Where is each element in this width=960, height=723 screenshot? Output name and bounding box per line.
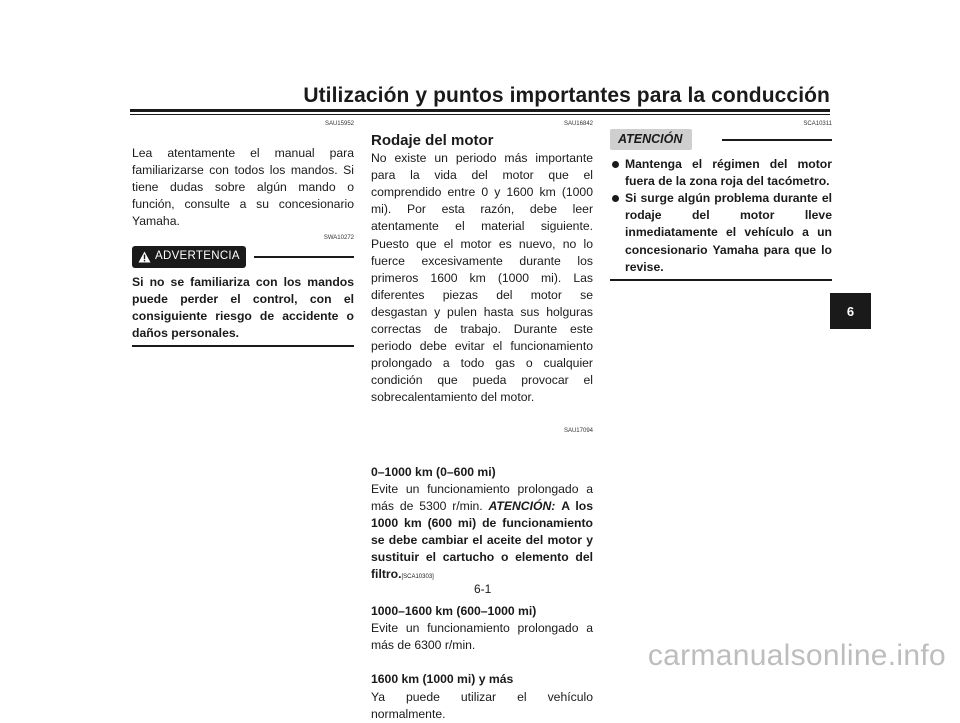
page-number: 6-1 [474, 582, 492, 596]
stage3-title: 1600 km (1000 mi) y más [371, 672, 514, 687]
warning-header-rule [254, 256, 354, 258]
title-rule-thin [130, 114, 830, 115]
column-middle [371, 120, 593, 723]
list-item [610, 156, 832, 190]
stage3-text: Ya puede utilizar el vehículo normalmente. [371, 689, 593, 721]
warning-text: Si no se familiariza con los mandos puede perder el control, con el consiguiente riesgo de accidente o daños personales. [132, 274, 354, 340]
chapter-tab: 6 [830, 293, 871, 329]
page-title: Utilización y puntos importantes para la conducción [303, 84, 830, 107]
warning-header [132, 246, 354, 267]
intro-paragraph: Lea atentamente el manual para familiarizarse con todos los mandos. Si tiene dudas sobre algún mando o función, consulte a su concesionario Yamaha. [132, 146, 354, 229]
warning-label: ADVERTENCIA [155, 250, 240, 263]
atencion-header-rule [722, 139, 832, 141]
warning-code: SWA10272 [323, 235, 354, 242]
stage1-code: [SCA10303] [401, 574, 434, 581]
warning-bottom-rule [132, 345, 354, 347]
section-code: SAU17094 [563, 427, 593, 434]
list-item [610, 190, 832, 275]
atencion-header [610, 129, 832, 150]
bullet-dot-icon [612, 161, 619, 168]
stage1-text [371, 481, 593, 587]
stage2-title: 1000–1600 km (600–1000 mi) [371, 604, 537, 619]
watermark: carmanualsonline.info [647, 639, 946, 672]
atencion-bottom-rule [610, 279, 832, 281]
section-title: Rodaje del motor [371, 132, 494, 149]
section-code: SAU16842 [563, 121, 593, 127]
atencion-badge: ATENCIÓN [610, 129, 692, 150]
stage1-atencion: ATENCIÓN: [488, 498, 556, 513]
break-in-paragraph: No existe un periodo más importante para la vida del motor que el comprendido entre 0 y 1600 km (1000 mi). Por esta razón, debe leer atentamente el material siguiente. Puesto que el motor es nuevo, no lo fuerce excesivamente durante los primeros 1600 km (1000 mi). Las diferentes piezas del motor se desgastan y pulen hasta sus holguras correctas de trabajo. Durante este periodo debe evitar el funcionamiento prolongado a todo gas o cualquier condición que pueda provocar el sobrecalentamiento del motor. [371, 151, 593, 405]
stage1-title: 0–1000 km (0–600 mi) [371, 464, 496, 479]
warning-triangle-icon [138, 251, 151, 263]
atencion-list [610, 156, 832, 276]
title-rule-thick [130, 109, 830, 112]
stage1-text-normal: Evite un funcionamiento prolongado a más de 5300 r/min. [371, 481, 593, 513]
warning-badge [132, 246, 246, 267]
stage1-bold: A los 1000 km (600 mi) de funcionamiento se debe cambiar el aceite del motor y sustituir el cartucho o elemento del filtro. [371, 498, 593, 582]
column-right [610, 120, 832, 281]
section-code: SAU15952 [324, 121, 354, 127]
column-left [132, 120, 354, 347]
stage2-text: Evite un funcionamiento prolongado a más de 6300 r/min. [371, 621, 593, 653]
section-code: SCA10311 [803, 121, 832, 127]
list-item-text: Mantenga el régimen del motor fuera de la zona roja del tacómetro. [625, 157, 832, 189]
list-item-text: Si surge algún problema durante el rodaje del motor lleve inmediatamente el vehículo a un concesionario Yamaha para que lo revise. [625, 191, 832, 274]
bullet-dot-icon [612, 195, 619, 202]
